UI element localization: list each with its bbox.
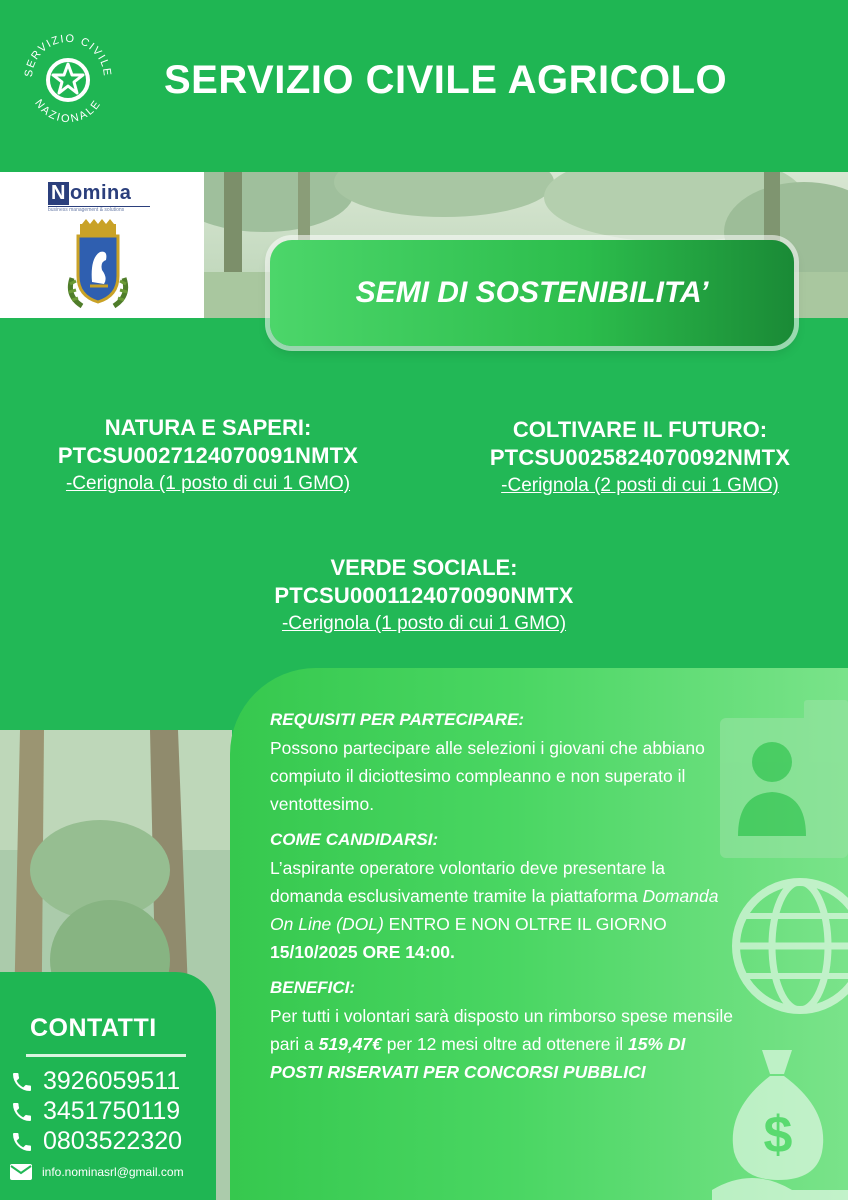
requisiti-title: REQUISITI PER PARTECIPARE:	[270, 710, 525, 729]
candidarsi-text-2: ENTRO E NON OLTRE IL GIORNO	[383, 914, 667, 934]
main-title: SERVIZIO CIVILE AGRICOLO	[164, 58, 728, 102]
email-address: info.nominasrl@gmail.com	[42, 1165, 184, 1179]
benefici-text-1: Per tutti i volontari sarà disposto un rimborso spese mensile pari a	[270, 1006, 733, 1054]
svg-text:$: $	[763, 1106, 793, 1164]
nomina-logo	[48, 182, 150, 213]
reserved-posts: 15% DI POSTI RISERVATI PER CONCORSI PUBBLICI	[270, 1034, 686, 1082]
dol-platform-name: Domanda On Line (DOL)	[270, 886, 719, 934]
project-code: PTCSU0027124070091NMTX	[57, 443, 359, 468]
phone-contact-3[interactable]	[10, 1127, 182, 1156]
contacts-title: CONTATTI	[30, 1014, 157, 1042]
benefici-text-2: per 12 mesi oltre ad ottenere il	[381, 1034, 629, 1054]
slogan-box	[270, 240, 794, 346]
phone-contact-1[interactable]	[10, 1067, 180, 1096]
project-place: -Cerignola (1 posto di cui 1 GMO)	[281, 613, 567, 634]
info-text	[270, 706, 740, 1094]
partner-logos-box	[0, 172, 204, 318]
candidarsi-body	[270, 854, 740, 966]
project-code: PTCSU0001124070090NMTX	[274, 583, 574, 608]
phone-icon	[10, 1070, 34, 1094]
project-coltivare-il-futuro	[432, 416, 848, 499]
phone-number: 0803522320	[43, 1127, 183, 1155]
slogan: SEMI DI SOSTENIBILITA’	[355, 276, 709, 309]
project-place: -Cerignola (2 posti di cui 1 GMO)	[501, 475, 779, 496]
phone-number: 3926059511	[43, 1067, 181, 1095]
email-contact[interactable]	[10, 1164, 184, 1180]
svg-text:SERVIZIO CIVILE: SERVIZIO CIVILE	[22, 32, 114, 78]
candidarsi-title: COME CANDIDARSI:	[270, 830, 439, 849]
nomina-logo-rest: omina	[69, 182, 132, 204]
nomina-tagline: business management & solutions	[48, 206, 150, 213]
phone-icon	[10, 1130, 34, 1154]
project-name: VERDE SOCIALE:	[330, 555, 518, 580]
reimbursement-amount: 519,47€	[318, 1034, 382, 1054]
envelope-icon	[10, 1164, 32, 1180]
benefici-body	[270, 1002, 740, 1086]
contacts-divider	[26, 1054, 186, 1057]
project-name: COLTIVARE IL FUTURO:	[512, 417, 768, 442]
header-band	[0, 0, 848, 172]
phone-contact-2[interactable]	[10, 1097, 180, 1126]
nomina-logo-letter: N	[48, 182, 69, 205]
phone-icon	[10, 1100, 34, 1124]
project-place: -Cerignola (1 posto di cui 1 GMO)	[65, 473, 351, 494]
requisiti-body: Possono partecipare alle selezioni i giovani che abbiano compiuto il diciottesimo compleanno e non superato il ventottesimo.	[270, 738, 705, 814]
candidarsi-text-1: L’aspirante operatore volontario deve presentare la domanda esclusivamente tramite la piattaforma	[270, 858, 665, 906]
deadline: 15/10/2025 ORE 14:00.	[270, 942, 455, 962]
project-verde-sociale	[0, 554, 848, 637]
benefici-title: BENEFICI:	[270, 978, 355, 997]
phone-number: 3451750119	[43, 1097, 181, 1125]
servizio-civile-seal-logo	[16, 26, 120, 130]
cerignola-coat-of-arms-icon	[62, 218, 134, 310]
globe-icon	[730, 876, 848, 1016]
project-natura-e-saperi	[0, 414, 416, 497]
svg-text:NAZIONALE: NAZIONALE	[32, 97, 104, 126]
project-code: PTCSU0025824070092NMTX	[489, 445, 791, 470]
project-name: NATURA E SAPERI:	[104, 415, 312, 440]
